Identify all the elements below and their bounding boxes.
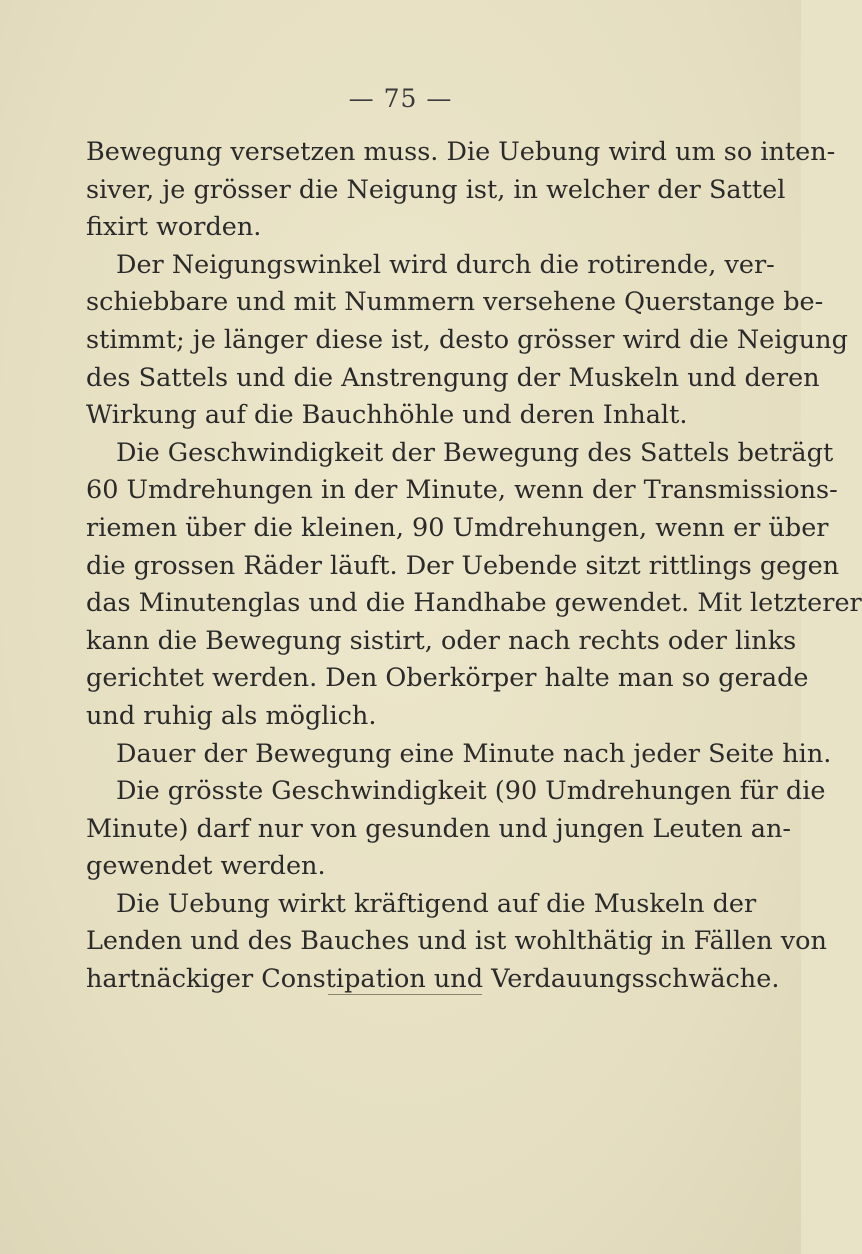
- text-line: stimmt; je länger diese ist, desto grösser wird die Neigung: [86, 324, 848, 355]
- text-line: Bewegung versetzen muss. Die Uebung wird um so inten-: [86, 137, 836, 167]
- text-line: 60 Umdrehungen in der Minute, wenn der Transmissions-: [86, 475, 838, 506]
- text-line: Der Neigungswinkel wird durch die rotirende, ver-: [116, 249, 775, 280]
- text-line: Wirkung auf die Bauchhöhle und deren Inhalt.: [86, 400, 688, 431]
- text-line: Dauer der Bewegung eine Minute nach jeder Seite hin.: [116, 738, 832, 769]
- text-line: Minute) darf nur von gesunden und jungen Leuten an-: [86, 813, 792, 844]
- section-separator-rule: [328, 994, 482, 995]
- text-line: fixirt worden.: [86, 212, 262, 243]
- text-line: schiebbare und mit Nummern versehene Querstange be-: [86, 287, 824, 318]
- text-line: Die grösste Geschwindigkeit (90 Umdrehungen für die: [116, 776, 826, 807]
- body-text: [86, 134, 862, 999]
- page-number: — 75 —: [348, 84, 453, 113]
- text-line: Die Uebung wirkt kräftigend auf die Muskeln der: [116, 888, 757, 919]
- text-line: und ruhig als möglich.: [86, 700, 377, 731]
- text-line: hartnäckiger Constipation und Verdauungsschwäche.: [86, 964, 780, 995]
- text-line: gerichtet werden. Den Oberkörper halte man so gerade: [86, 663, 809, 694]
- text-line: das Minutenglas und die Handhabe gewendet. Mit letzterer: [86, 588, 862, 619]
- text-line: Lenden und des Bauches und ist wohlthätig in Fällen von: [86, 926, 827, 957]
- text-line: des Sattels und die Anstrengung der Muskeln und deren: [86, 362, 820, 393]
- text-line: Die Geschwindigkeit der Bewegung des Sattels beträgt: [116, 437, 834, 468]
- text-line: die grossen Räder läuft. Der Uebende sitzt rittlings gegen: [86, 550, 840, 581]
- text-line: gewendet werden.: [86, 851, 326, 882]
- text-line: riemen über die kleinen, 90 Umdrehungen, wenn er über: [86, 512, 829, 543]
- text-line: siver, je grösser die Neigung ist, in welcher der Sattel: [86, 174, 786, 205]
- text-line: kann die Bewegung sistirt, oder nach rechts oder links: [86, 625, 797, 656]
